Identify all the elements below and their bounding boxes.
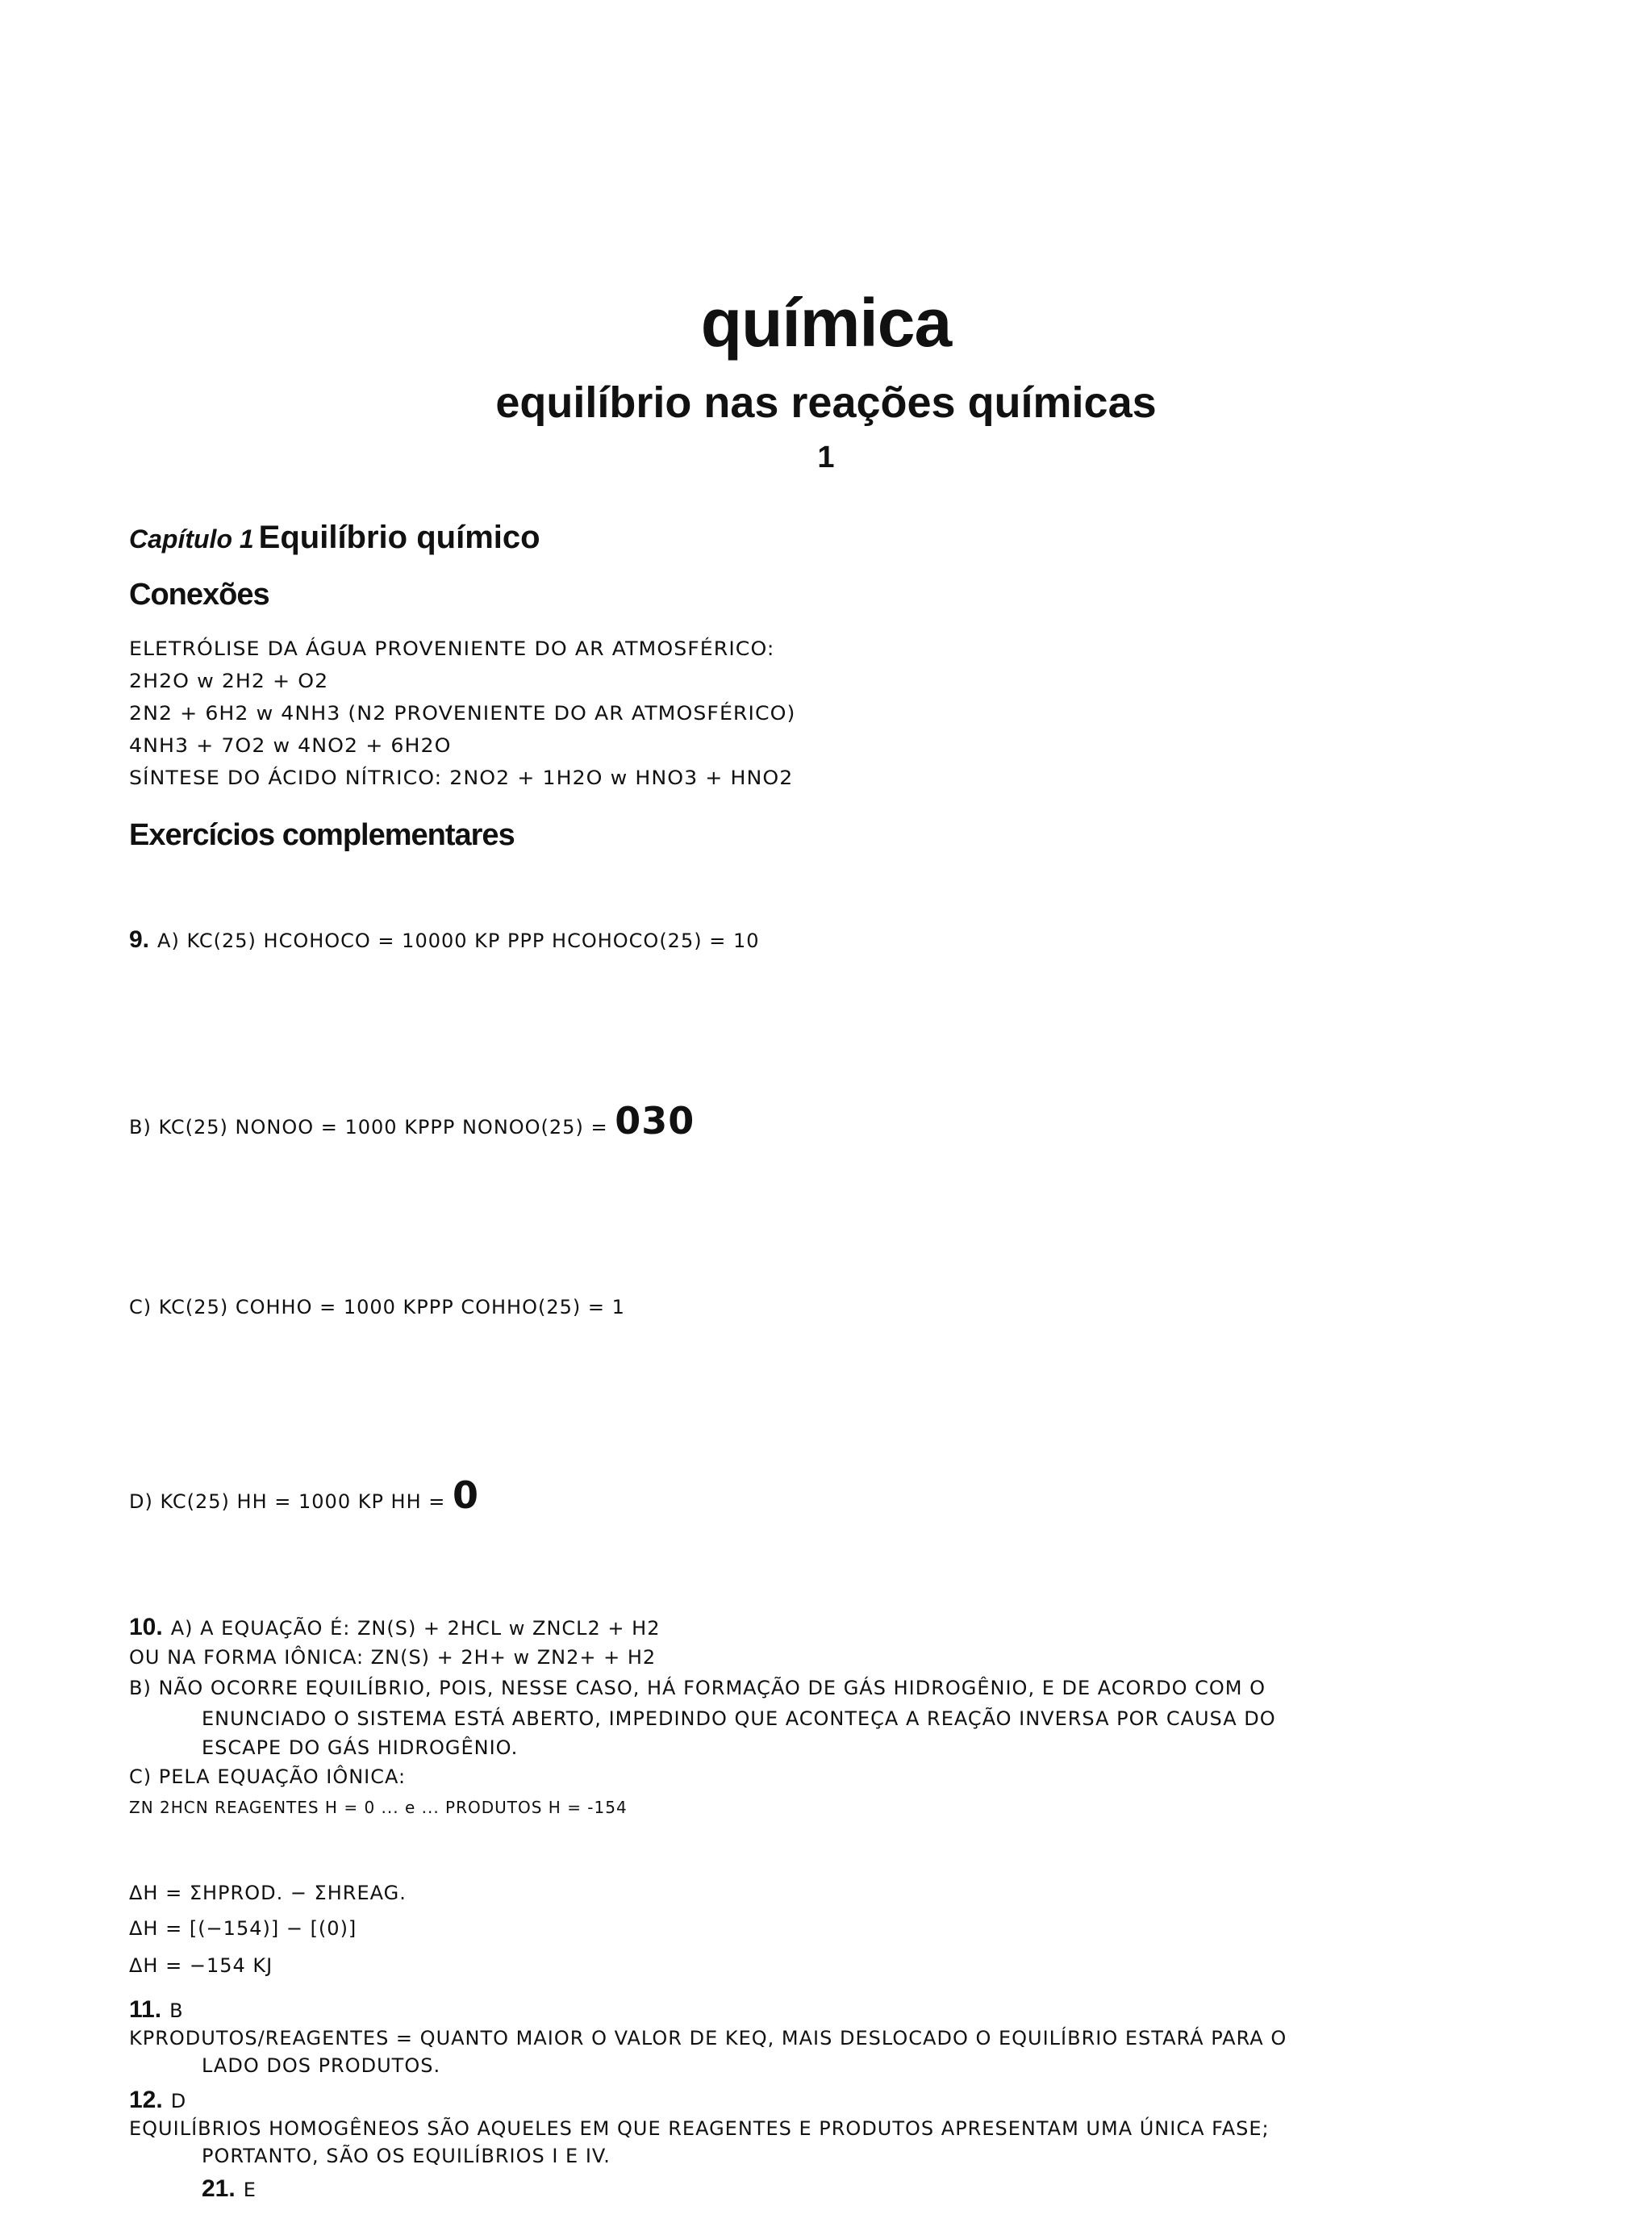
exercise-number: 11.	[129, 1996, 162, 2023]
section-heading-conexoes: Conexões	[129, 578, 269, 612]
chapter-label: Capítulo 1	[129, 524, 254, 554]
exercise-12-text2: PORTANTO, SÃO OS EQUILÍBRIOS I E IV.	[202, 2145, 611, 2167]
exercise-10-c1: C) PELA EQUAÇÃO IÔNICA:	[129, 1765, 407, 1788]
page-number: 1	[817, 441, 835, 474]
exercise-9-d	[129, 1473, 479, 1517]
exercise-answer: E	[243, 2179, 257, 2201]
exercise-10-a1	[129, 1614, 660, 1641]
chapter-title: Equilíbrio químico	[258, 520, 540, 555]
chapter-heading	[129, 520, 540, 556]
exercise-number: 9.	[129, 926, 150, 953]
exercise-11-text1: KPRODUTOS/REAGENTES = QUANTO MAIOR O VALOR DE KEQ, MAIS DESLOCADO O EQUILÍBRIO ESTARÁ PARA O	[129, 2027, 1287, 2049]
exercise-21-header	[202, 2175, 257, 2203]
conexoes-line: 2N2 + 6H2 w 4NH3 (N2 PROVENIENTE DO AR ATMOSFÉRICO)	[129, 702, 796, 725]
exercise-10-b2: ENUNCIADO O SISTEMA ESTÁ ABERTO, IMPEDINDO QUE ACONTEÇA A REAÇÃO INVERSA POR CAUSA DO	[202, 1707, 1276, 1730]
exercise-10-b1: B) NÃO OCORRE EQUILÍBRIO, POIS, NESSE CASO, HÁ FORMAÇÃO DE GÁS HIDROGÊNIO, E DE ACORDO COM O	[129, 1677, 1266, 1699]
exercise-10-c2: ZN 2HCN REAGENTES H = 0 ... e ... PRODUTOS H = -154	[129, 1798, 628, 1817]
exercise-11-text2: LADO DOS PRODUTOS.	[202, 2054, 441, 2077]
conexoes-line: 4NH3 + 7O2 w 4NO2 + 6H2O	[129, 734, 452, 757]
exercise-9-c: C) KC(25) COHHO = 1000 KPPP COHHO(25) = 1	[129, 1296, 625, 1318]
exercise-result: 0	[453, 1473, 480, 1517]
exercise-11-header	[129, 1996, 184, 2024]
exercise-9-b	[129, 1099, 695, 1143]
exercise-12-text1: EQUILÍBRIOS HOMOGÊNEOS SÃO AQUELES EM QUE REAGENTES E PRODUTOS APRESENTAM UMA ÚNICA FASE;	[129, 2117, 1270, 2140]
conexoes-line: ELETRÓLISE DA ÁGUA PROVENIENTE DO AR ATMOSFÉRICO:	[129, 637, 775, 660]
page-subtitle: equilíbrio nas reações químicas	[495, 378, 1157, 427]
page-title: química	[700, 285, 952, 361]
exercise-10-dh2: ΔH = [(−154)] − [(0)]	[129, 1917, 357, 1940]
exercise-10-b3: ESCAPE DO GÁS HIDROGÊNIO.	[202, 1736, 519, 1759]
exercise-text: D) KC(25) HH = 1000 KP HH =	[129, 1490, 446, 1513]
exercise-10-dh3: ΔH = −154 KJ	[129, 1954, 273, 1977]
exercise-number: 12.	[129, 2087, 163, 2113]
exercise-answer: B	[169, 1999, 184, 2022]
exercise-number: 21.	[202, 2175, 236, 2202]
section-heading-exercicios: Exercícios complementares	[129, 818, 515, 852]
exercise-10-a2: OU NA FORMA IÔNICA: ZN(S) + 2H+ w ZN2+ + H2	[129, 1646, 657, 1669]
exercise-9-a	[129, 926, 759, 954]
exercise-result: 030	[615, 1099, 695, 1143]
conexoes-line: 2H2O w 2H2 + O2	[129, 670, 329, 692]
exercise-text: A) A EQUAÇÃO É: ZN(S) + 2HCL w ZNCL2 + H2	[170, 1617, 661, 1640]
exercise-12-header	[129, 2087, 186, 2114]
exercise-text: A) KC(25) HCOHOCO = 10000 KP PPP HCOHOCO(25) = 10	[157, 930, 760, 952]
conexoes-line: SÍNTESE DO ÁCIDO NÍTRICO: 2NO2 + 1H2O w HNO3 + HNO2	[129, 767, 794, 789]
exercise-number: 10.	[129, 1614, 163, 1640]
exercise-answer: D	[170, 2090, 187, 2112]
exercise-10-dh1: ΔH = ΣHPROD. − ΣHREAG.	[129, 1882, 407, 1904]
exercise-text: B) KC(25) NONOO = 1000 KPPP NONOO(25) =	[129, 1116, 608, 1139]
